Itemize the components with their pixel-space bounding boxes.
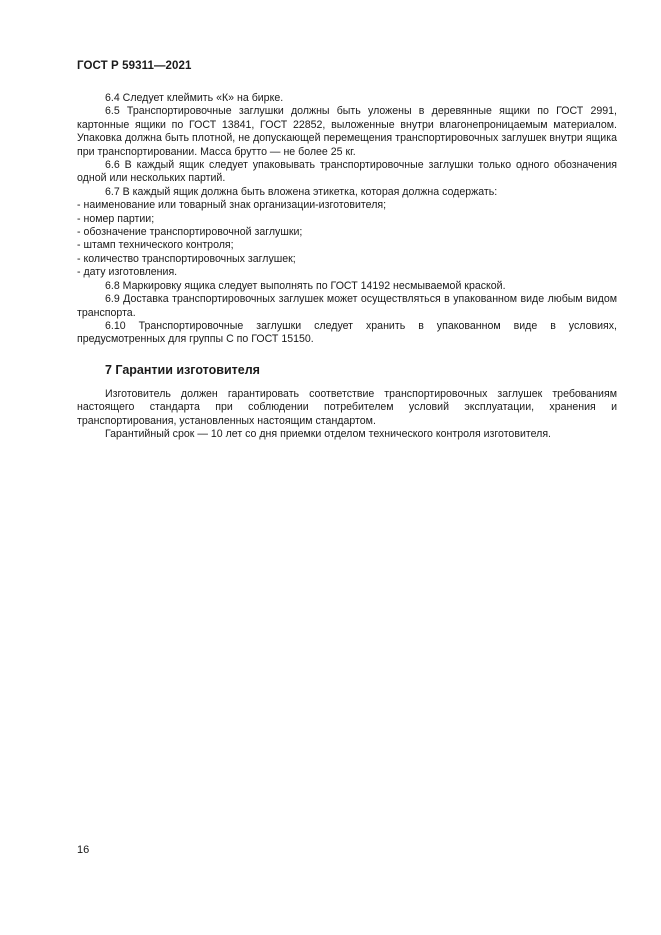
list-item: - наименование или товарный знак организации-изготовителя; xyxy=(77,199,387,212)
list-item: - количество транспортировочных заглушек; xyxy=(77,252,296,265)
list-item: - дату изготовления. xyxy=(77,266,178,279)
clause-6-10: 6.10 Транспортировочные заглушки следует хранить в упакованном виде в условиях, предусмотренных для группы С по ГОСТ 15150. xyxy=(77,319,617,346)
clause-6-4: 6.4 Следует клеймить «К» на бирке. xyxy=(105,92,284,104)
clause-6-6: 6.6 В каждый ящик следует упаковывать транспортировочные заглушки только одного обозначения одной или нескольких партий. xyxy=(77,159,617,185)
label-contents-list xyxy=(77,199,617,279)
page-number: 16 xyxy=(77,844,90,856)
clause-6-8: 6.8 Маркировку ящика следует выполнять по ГОСТ 14192 несмываемой краской. xyxy=(105,279,506,292)
warranty-paragraph: Изготовитель должен гарантировать соответствие транспортировочных заглушек требованиям настоящего стандарта при соблюдении потребителем условий эксплуатации, хранения и транспортирования, установленных настоящим стандартом. xyxy=(77,387,617,427)
clause-6-7: 6.7 В каждый ящик должна быть вложена этикетка, которая должна содержать: xyxy=(105,185,498,198)
section-title: 7 Гарантии изготовителя xyxy=(105,362,260,377)
document-body xyxy=(77,92,617,441)
document-code-header: ГОСТ Р 59311—2021 xyxy=(77,60,192,72)
list-item: - номер партии; xyxy=(77,212,155,225)
list-item: - обозначение транспортировочной заглушки; xyxy=(77,226,303,239)
warranty-period: Гарантийный срок — 10 лет со дня приемки отделом технического контроля изготовителя. xyxy=(105,427,552,440)
clause-6-5: 6.5 Транспортировочные заглушки должны быть уложены в деревянные ящики по ГОСТ 2991, картонные ящики по ГОСТ 13841, ГОСТ 22852, выложенные внутри влагонепроницаемым материалом. Упаковка должна быть плотной, не допускающей перемещения транспортировочных заглушек внутри ящика при транспортировании. Масса брутто — не более 25 кг. xyxy=(77,105,617,158)
clause-6-9: 6.9 Доставка транспортировочных заглушек может осуществляться в упакованном виде любым видом транспорта. xyxy=(77,293,617,319)
section-7-body xyxy=(77,388,617,442)
list-item: - штамп технического контроля; xyxy=(77,239,234,252)
